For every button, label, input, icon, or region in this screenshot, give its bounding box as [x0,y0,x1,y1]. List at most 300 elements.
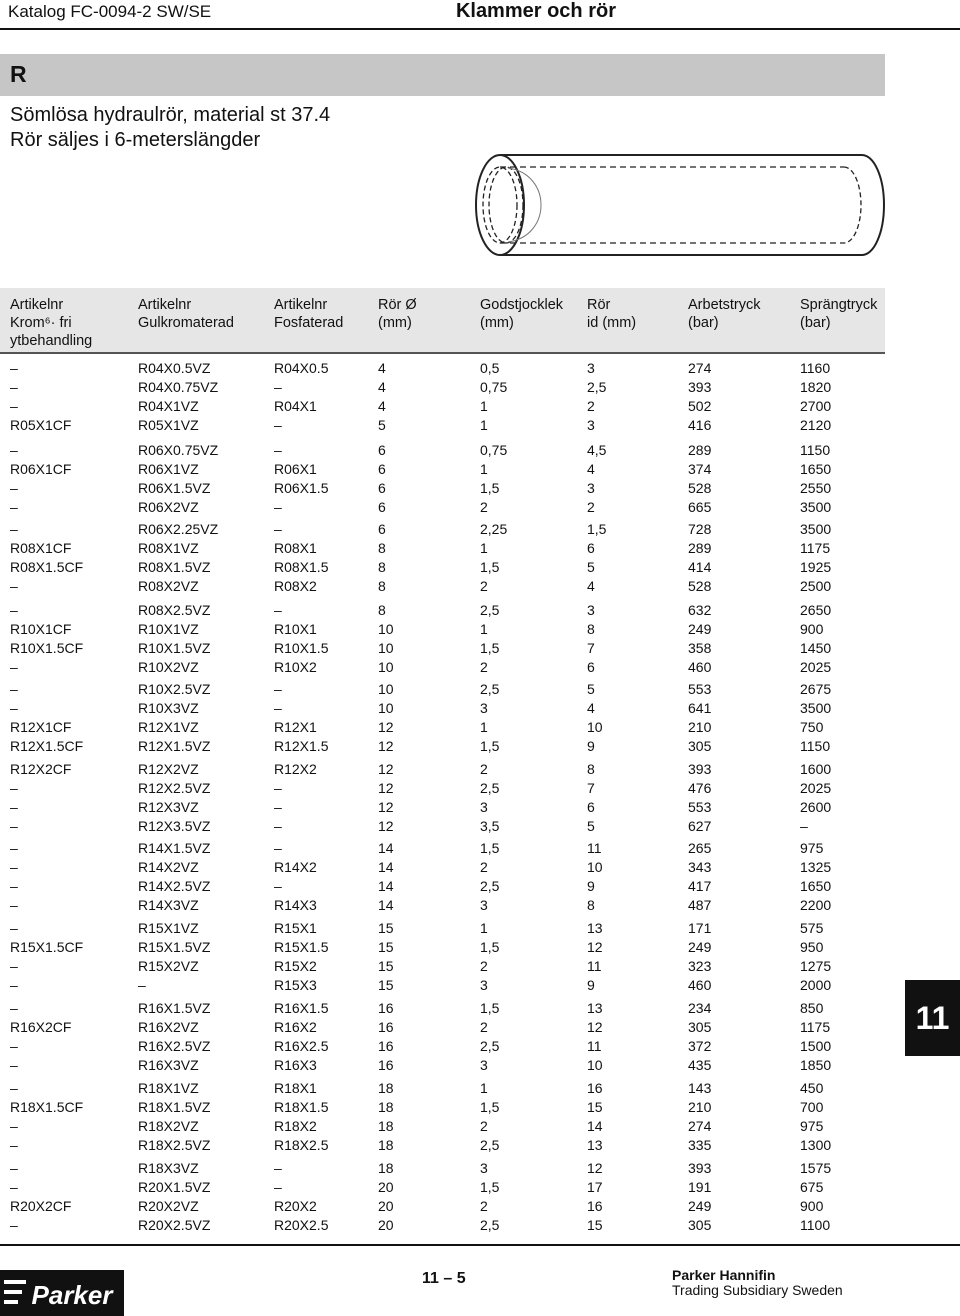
table-cell: 1450 [800,640,832,656]
table-cell: 8 [587,621,595,637]
table-cell: R10X1.5CF [10,640,84,656]
table-cell: 1,5 [480,559,500,575]
header-col-1: Artikelnr Krom⁶· fri ytbehandling [10,297,93,349]
table-cell: R15X1.5CF [10,939,84,955]
table-cell: – [10,818,18,834]
table-row [0,780,885,799]
table-cell: 323 [688,958,712,974]
table-cell: 2,5 [480,1038,500,1054]
header-col-7: Arbetstryck (bar) [688,297,761,331]
table-cell: 12 [378,780,394,796]
table-cell: 2,5 [480,681,500,697]
table-row [0,1179,885,1198]
table-cell: 1 [480,461,488,477]
header-col-4: Rör Ø (mm) [378,297,417,331]
table-cell: R12X1.5CF [10,738,84,754]
table-cell: 2 [480,499,488,515]
table-row [0,897,885,916]
table-cell: R14X2VZ [138,859,199,875]
table-cell: 16 [587,1198,603,1214]
table-cell: 20 [378,1198,394,1214]
table-cell: 4,5 [587,442,607,458]
table-cell: 305 [688,1217,712,1233]
tube-illustration [472,150,892,260]
table-cell: 15 [378,977,394,993]
table-cell: 2700 [800,398,832,414]
table-cell: 305 [688,738,712,754]
table-cell: R18X1.5CF [10,1099,84,1115]
table-cell: 15 [587,1217,603,1233]
table-cell: 10 [587,859,603,875]
table-cell: – [10,1057,18,1073]
table-cell: 18 [378,1118,394,1134]
page-title: Klammer och rör [455,0,616,22]
table-cell: 1850 [800,1057,832,1073]
table-cell: 8 [587,761,595,777]
table-cell: 1,5 [480,1099,500,1115]
table-row [0,1019,885,1038]
table-cell: 13 [587,920,603,936]
table-cell: – [274,602,282,618]
table-cell: R18X1 [274,1080,317,1096]
table-cell: R18X1.5VZ [138,1099,211,1115]
table-cell: R12X2VZ [138,761,199,777]
table-row [0,859,885,878]
table-cell: – [274,1179,282,1195]
table-cell: 1 [480,719,488,735]
table-row [0,578,885,597]
section-description-line-1: Sömlösa hydraulrör, material st 37.4 [10,104,331,126]
table-row [0,1160,885,1179]
table-cell: 1,5 [480,738,500,754]
table-cell: 6 [378,521,386,537]
table-cell: 4 [378,398,386,414]
table-cell: R18X1.5 [274,1099,329,1115]
table-row [0,878,885,897]
table-cell: – [10,1137,18,1153]
table-cell: R04X0.75VZ [138,379,219,395]
table-cell: 15 [378,958,394,974]
table-cell: – [10,1160,18,1176]
table-cell: 2650 [800,602,832,618]
table-cell: R08X1.5 [274,559,329,575]
table-cell: 2 [587,499,595,515]
table-cell: 1175 [800,1019,831,1035]
table-cell: R12X1VZ [138,719,199,735]
table-cell: 2 [587,398,595,414]
table-cell: 20 [378,1217,394,1233]
table-cell: 2,5 [480,602,500,618]
table-cell: – [10,499,18,515]
table-cell: 975 [800,1118,824,1134]
table-cell: 2120 [800,417,832,433]
table-cell: 2675 [800,681,832,697]
table-row [0,1000,885,1019]
table-cell: 975 [800,840,824,856]
table-cell: 1160 [800,360,831,376]
table-cell: R14X3 [274,897,317,913]
table-cell: – [10,1080,18,1096]
table-cell: – [10,878,18,894]
table-cell: 3 [480,1057,488,1073]
table-cell: 17 [587,1179,603,1195]
table-row [0,761,885,780]
table-cell: 14 [378,897,394,913]
table-cell: R05X1VZ [138,417,199,433]
table-cell: 460 [688,977,712,993]
table-cell: 1175 [800,540,831,556]
table-cell: 11 [587,1038,602,1054]
table-cell: 8 [378,559,386,575]
table-row [0,1057,885,1076]
table-row [0,818,885,837]
table-cell: – [10,360,18,376]
table-cell: 274 [688,1118,712,1134]
table-cell: 10 [587,1057,603,1073]
table-cell: R06X1.5VZ [138,480,211,496]
table-cell: 12 [587,1019,603,1035]
table-cell: 1300 [800,1137,832,1153]
table-cell: 1150 [800,442,831,458]
table-cell: 10 [378,700,394,716]
table-cell: R16X3VZ [138,1057,199,1073]
table-cell: 12 [378,799,394,815]
table-cell: 393 [688,379,712,395]
chapter-tab: 11 [905,980,960,1056]
table-cell: 210 [688,1099,712,1115]
table-cell: 435 [688,1057,712,1073]
table-cell: R05X1CF [10,417,72,433]
table-cell: 372 [688,1038,712,1054]
table-row [0,719,885,738]
table-cell: – [10,1118,18,1134]
table-cell: 1150 [800,738,831,754]
table-cell: 1650 [800,461,832,477]
table-row [0,1137,885,1156]
table-row [0,920,885,939]
table-cell: – [274,818,282,834]
table-cell: – [800,818,808,834]
table-cell: 16 [378,1019,394,1035]
table-cell: 2 [480,761,488,777]
table-row [0,738,885,757]
table-cell: 3 [480,700,488,716]
table-cell: 358 [688,640,712,656]
table-cell: 1 [480,621,488,637]
table-cell: 1925 [800,559,832,575]
header-col-5: Godstjocklek (mm) [480,297,564,331]
table-cell: 18 [378,1137,394,1153]
table-cell: 6 [587,659,595,675]
table-cell: 14 [587,1118,603,1134]
table-cell: – [10,780,18,796]
table-cell: R16X1.5VZ [138,1000,211,1016]
table-cell: 274 [688,360,712,376]
table-cell: 1,5 [480,840,500,856]
table-cell: – [10,398,18,414]
table-cell: 16 [378,1038,394,1054]
table-cell: R16X1.5 [274,1000,329,1016]
table-cell: 234 [688,1000,712,1016]
table-cell: – [10,659,18,675]
table-cell: 289 [688,442,712,458]
table-cell: 2500 [800,578,832,594]
table-cell: R20X2VZ [138,1198,199,1214]
table-cell: 665 [688,499,712,515]
table-cell: 2,5 [480,780,500,796]
table-row [0,442,885,461]
table-cell: 0,75 [480,442,508,458]
table-cell: – [274,700,282,716]
table-cell: 305 [688,1019,712,1035]
table-cell: 2,5 [587,379,607,395]
table-cell: R15X2VZ [138,958,199,974]
table-cell: 12 [378,818,394,834]
table-cell: 5 [587,559,595,575]
table-cell: 2 [480,1198,488,1214]
table-row [0,700,885,719]
table-cell: R20X2CF [10,1198,72,1214]
table-cell: 249 [688,621,712,637]
table-cell: 10 [378,659,394,675]
svg-text:Parker: Parker [31,1280,113,1310]
table-cell: 11 [587,958,602,974]
table-cell: 1,5 [480,480,500,496]
table-cell: R16X2.5 [274,1038,329,1054]
table-cell: – [274,878,282,894]
table-cell: 700 [800,1099,824,1115]
table-cell: 502 [688,398,712,414]
table-cell: 8 [378,602,386,618]
table-row [0,659,885,678]
table-cell: – [10,840,18,856]
table-cell: 6 [587,799,595,815]
table-cell: R12X2 [274,761,317,777]
table-cell: R08X2VZ [138,578,199,594]
table-cell: – [10,578,18,594]
table-row [0,939,885,958]
table-cell: 632 [688,602,712,618]
catalog-number: Katalog FC-0094-2 SW/SE [8,2,212,21]
table-cell: 4 [378,360,386,376]
table-row [0,417,885,436]
table-cell: 20 [378,1179,394,1195]
table-cell: R20X2.5VZ [138,1217,211,1233]
table-cell: 553 [688,681,712,697]
table-cell: R12X3.5VZ [138,818,211,834]
table-cell: – [274,499,282,515]
table-cell: R12X2.5VZ [138,780,211,796]
table-cell: 2 [480,958,488,974]
table-cell: 8 [378,578,386,594]
table-cell: 1,5 [587,521,607,537]
table-cell: 2000 [800,977,832,993]
table-cell: 2,5 [480,1137,500,1153]
table-cell: – [10,1000,18,1016]
table-cell: 850 [800,1000,824,1016]
table-cell: 2,5 [480,878,500,894]
table-cell: 374 [688,461,712,477]
table-cell: 6 [378,442,386,458]
table-cell: 6 [587,540,595,556]
table-row [0,1118,885,1137]
table-cell: 3 [587,602,595,618]
table-cell: 900 [800,1198,824,1214]
table-cell: 16 [378,1057,394,1073]
table-cell: R06X1VZ [138,461,199,477]
table-cell: R15X1 [274,920,317,936]
table-cell: R15X1.5VZ [138,939,211,955]
table-cell: R12X2CF [10,761,72,777]
table-cell: 900 [800,621,824,637]
table-cell: R15X1.5 [274,939,329,955]
table-cell: R06X0.75VZ [138,442,219,458]
table-row [0,480,885,499]
table-cell: 18 [378,1080,394,1096]
table-cell: 1275 [800,958,832,974]
table-cell: 2 [480,859,488,875]
table-cell: R08X1.5VZ [138,559,211,575]
table-row [0,461,885,480]
table-cell: 3 [480,799,488,815]
table-row [0,681,885,700]
table-cell: 460 [688,659,712,675]
table-cell: R10X1VZ [138,621,199,637]
table-cell: 1650 [800,878,832,894]
table-cell: 1 [480,540,488,556]
table-cell: – [10,897,18,913]
table-row [0,499,885,518]
table-cell: R15X1VZ [138,920,199,936]
table-cell: 5 [587,681,595,697]
table-cell: R15X3 [274,977,317,993]
header-col-3: Artikelnr Fosfaterad [274,297,344,331]
table-cell: R08X1CF [10,540,72,556]
table-cell: R06X2VZ [138,499,199,515]
table-cell: 4 [587,700,595,716]
table-cell: 3 [480,897,488,913]
table-cell: 1 [480,398,488,414]
section-letter: R [10,61,27,87]
table-cell: R06X1.5 [274,480,329,496]
table-cell: R12X1 [274,719,317,735]
table-cell: 641 [688,700,712,716]
table-row [0,1038,885,1057]
table-cell: 1820 [800,379,832,395]
table-cell: R18X2VZ [138,1118,199,1134]
parker-logo [0,1270,124,1316]
table-row [0,602,885,621]
table-cell: R14X1.5VZ [138,840,211,856]
table-cell: 1500 [800,1038,832,1054]
table-cell: – [10,602,18,618]
table-cell: 0,75 [480,379,508,395]
table-cell: 1325 [800,859,832,875]
table-cell: 414 [688,559,712,575]
table-cell: 750 [800,719,824,735]
table-cell: 249 [688,1198,712,1214]
table-cell: 2025 [800,659,832,675]
table-cell: 2,5 [480,1217,500,1233]
table-cell: – [10,1179,18,1195]
table-cell: R04X0.5 [274,360,329,376]
table-cell: R14X2.5VZ [138,878,211,894]
table-cell: 393 [688,1160,712,1176]
table-cell: 289 [688,540,712,556]
table-cell: R16X2VZ [138,1019,199,1035]
header-divider [0,28,960,30]
table-cell: 416 [688,417,712,433]
table-cell: R12X3VZ [138,799,199,815]
table-row [0,1080,885,1099]
table-cell: R10X2.5VZ [138,681,211,697]
table-cell: 249 [688,939,712,955]
table-cell: – [274,417,282,433]
table-cell: R18X2 [274,1118,317,1134]
table-cell: 3500 [800,700,832,716]
table-cell: R18X2.5VZ [138,1137,211,1153]
table-cell: 343 [688,859,712,875]
table-cell: 15 [378,939,394,955]
table-cell: R08X2 [274,578,317,594]
table-cell: 728 [688,521,712,537]
table-cell: R04X1VZ [138,398,199,414]
table-row [0,360,885,379]
section-description-line-2: Rör säljes i 6-meterslängder [10,129,261,151]
table-cell: 2550 [800,480,832,496]
table-row [0,958,885,977]
subsidiary-name: Trading Subsidiary Sweden [672,1282,843,1298]
table-cell: 2 [480,659,488,675]
table-cell: 14 [378,859,394,875]
table-cell: – [274,799,282,815]
table-cell: – [10,700,18,716]
table-cell: 3500 [800,521,832,537]
table-cell: 5 [378,417,386,433]
table-cell: – [274,1160,282,1176]
table-row [0,840,885,859]
table-cell: – [274,521,282,537]
table-cell: 1100 [800,1217,831,1233]
table-cell: 12 [378,761,394,777]
table-cell: 3500 [800,499,832,515]
table-cell: R08X1VZ [138,540,199,556]
table-cell: 16 [378,1000,394,1016]
table-row [0,621,885,640]
table-cell: 476 [688,780,712,796]
table-cell: 1575 [800,1160,832,1176]
table-cell: R10X3VZ [138,700,199,716]
table-cell: 12 [587,1160,603,1176]
table-row [0,799,885,818]
table-cell: 2 [480,1118,488,1134]
table-cell: 4 [378,379,386,395]
table-cell: – [274,379,282,395]
table-cell: R18X2.5 [274,1137,329,1153]
table-cell: 6 [378,480,386,496]
table-cell: – [10,920,18,936]
table-cell: R20X2 [274,1198,317,1214]
table-row [0,559,885,578]
table-cell: R08X1 [274,540,317,556]
table-cell: R16X2 [274,1019,317,1035]
table-cell: R16X3 [274,1057,317,1073]
table-cell: 3 [587,480,595,496]
table-cell: R10X1.5 [274,640,329,656]
table-cell: – [10,859,18,875]
table-header [0,288,885,354]
table-cell: 3 [480,977,488,993]
